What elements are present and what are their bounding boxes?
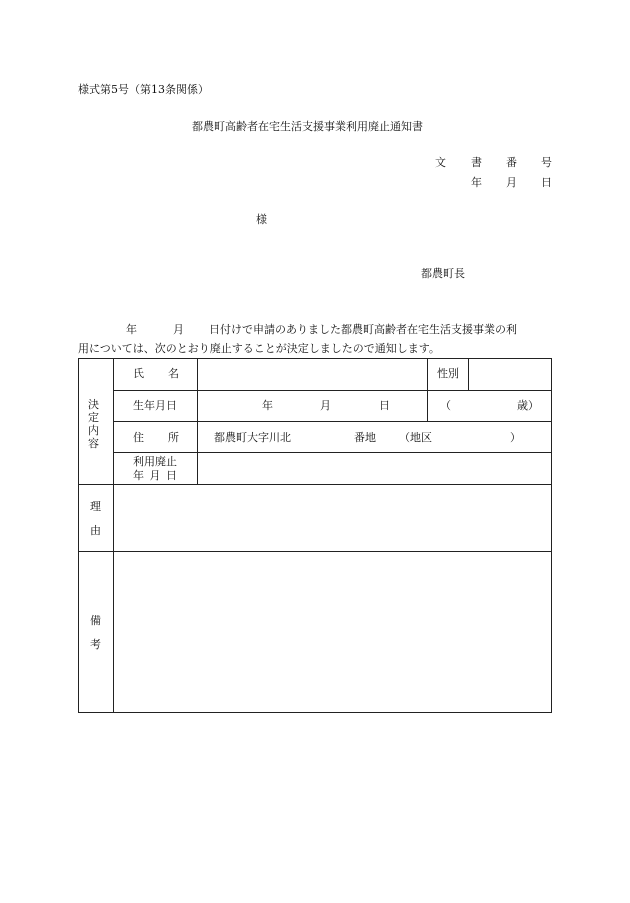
age-column-divider: [427, 390, 428, 421]
birth-day-label: 日: [379, 399, 390, 412]
birth-year-label: 年: [262, 399, 273, 412]
remarks-label-char2: 考: [90, 638, 101, 651]
gender-value-divider: [468, 358, 469, 390]
name-label: 氏 名: [133, 367, 179, 380]
section-divider: [78, 484, 552, 485]
row-divider: [113, 390, 552, 391]
table-border-left: [78, 358, 79, 713]
reason-label-char1: 理: [90, 500, 101, 513]
field-column-divider: [197, 358, 198, 485]
gender-label: 性別: [437, 367, 459, 380]
address-label: 住 所: [133, 431, 179, 444]
table-border-top: [78, 358, 552, 359]
age-label: 歳）: [517, 399, 539, 412]
document-title: 都農町高齢者在宅生活支援事業利用廃止通知書: [192, 120, 423, 133]
birth-month-label: 月: [320, 399, 331, 412]
form-number: 様式第5号（第13条関係）: [78, 83, 209, 96]
body-line2: 用については、次のとおり廃止することが決定しましたので通知します。: [78, 342, 440, 355]
addressee-suffix: 様: [256, 213, 267, 226]
age-open-paren: （: [440, 399, 451, 412]
abolish-date-label-line2: 年 月 日: [133, 469, 178, 482]
remarks-label-char1: 備: [90, 614, 101, 627]
reason-label-char2: 由: [90, 524, 101, 537]
district-close: ）: [510, 431, 521, 444]
issuer-name: 都農町長: [421, 267, 465, 280]
address-banchi: 番地: [354, 431, 376, 444]
address-prefix: 都農町大字川北: [214, 431, 291, 444]
decision-section-label: 決定内容: [88, 398, 99, 450]
table-border-right: [551, 358, 552, 713]
district-open: （地区: [399, 431, 432, 444]
row-divider: [113, 452, 552, 453]
row-divider: [113, 421, 552, 422]
abolish-date-label-line1: 利用廃止: [133, 455, 177, 468]
gender-column-divider: [427, 358, 428, 390]
body-month: 月: [173, 323, 184, 336]
birth-date-label: 生年月日: [133, 399, 177, 412]
label-column-divider: [113, 358, 114, 713]
body-line1: 日付けで申請のありました都農町高齢者在宅生活支援事業の利: [209, 323, 517, 336]
body-year: 年: [126, 323, 137, 336]
table-border-bottom: [78, 712, 552, 713]
section-divider: [78, 551, 552, 552]
